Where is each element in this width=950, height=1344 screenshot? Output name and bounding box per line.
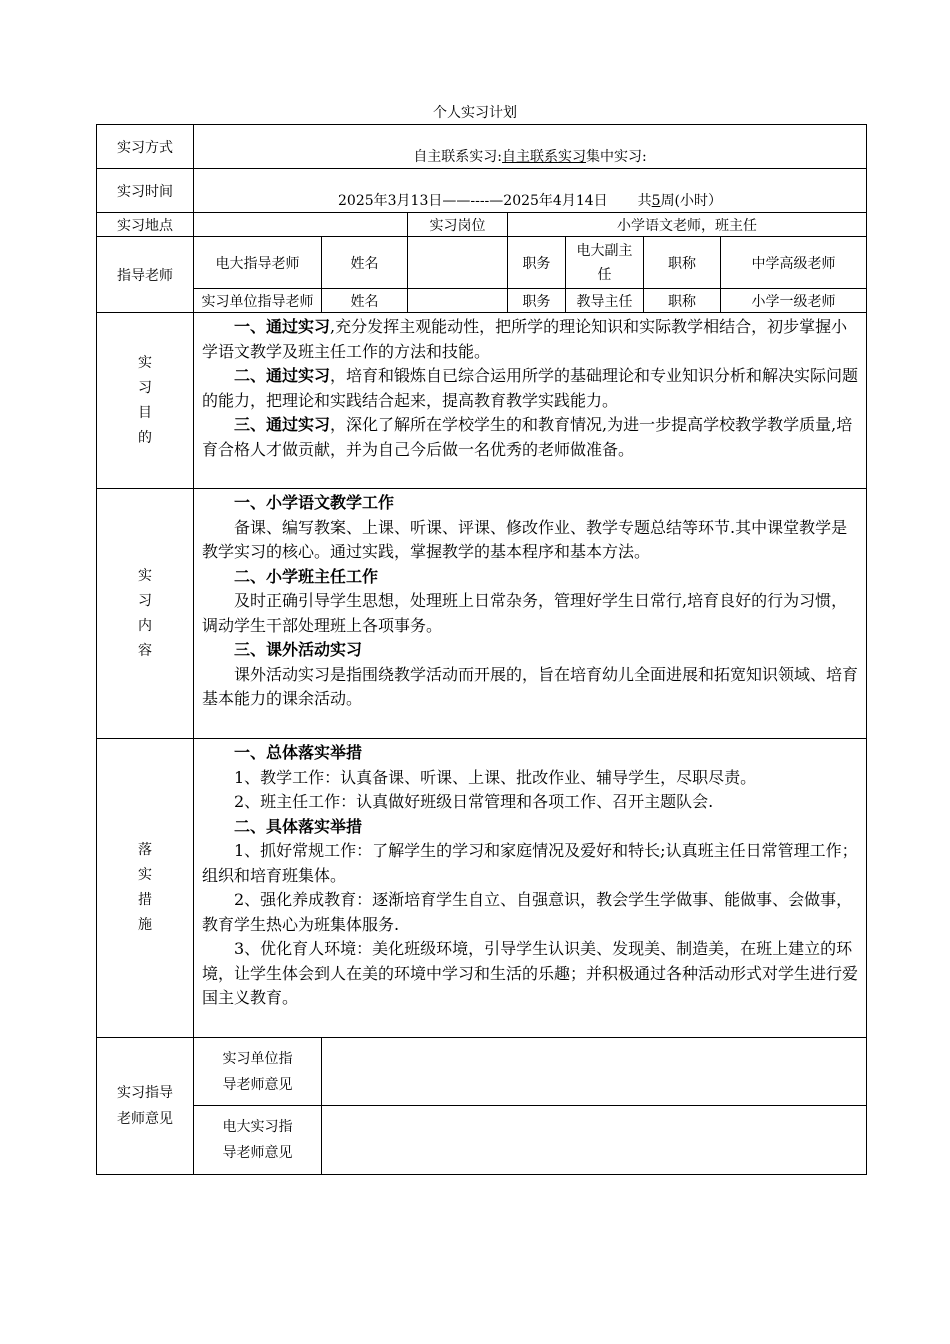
measures-label-char: 落 (138, 842, 152, 858)
purpose-paragraph (202, 364, 858, 413)
row-opinion-tvu (97, 1106, 867, 1175)
row-advisor-1 (97, 237, 867, 289)
row-content (97, 489, 867, 739)
measures-paragraph: 3、优化育人环境：美化班级环境，引导学生认识美、发现美、制造美，在班上建立的环境，让学生体会到人在美的环境中学习和生活的乐趣；并积极通过各种活动形式对学生进行爱国主义教育。 (202, 939, 859, 1007)
mode-self-label: 自主联系实习: (413, 149, 503, 165)
content-paragraph: 备课、编写教案、上课、听课、评课、修改作业、教学专题总结等环节.其中课堂教学是教学实习的核心。通过实践，掌握教学的基本程序和基本方法。 (202, 517, 848, 561)
row-advisor-2 (97, 289, 867, 313)
content-paragraph: 及时正确引导学生思想，处理班上日常杂务，管理好学生日常行,培育良好的行为习惯，调动学生干部处理班上各项事务。 (202, 591, 848, 635)
mode-value (194, 125, 867, 169)
advisor-name-value (408, 237, 508, 289)
time-label: 实习时间 (97, 169, 194, 213)
advisor-label: 指导老师 (97, 237, 194, 313)
advisor-type: 实习单位指导老师 (194, 289, 322, 313)
advisor-duty-value: 电大副主任 (566, 237, 644, 289)
purpose-text: ,充分发挥主观能动性，把所学的理论知识和实际教学相结合，初步掌握小学语文教学及班主任工作的方法和技能。 (202, 317, 848, 361)
time-total-prefix: 共 (637, 193, 652, 209)
row-place (97, 213, 867, 237)
tvu-opinion-value[interactable] (322, 1106, 867, 1175)
post-label: 实习岗位 (408, 213, 508, 237)
purpose-label-char: 的 (138, 429, 152, 446)
advisor-name-value (408, 289, 508, 313)
content-label (97, 489, 194, 739)
measures-label-char: 措 (138, 892, 152, 908)
advisor-duty-value: 教导主任 (566, 289, 644, 313)
measures-label-char: 实 (138, 867, 152, 883)
purpose-content (194, 313, 867, 489)
advisor-title-value: 小学一级老师 (721, 289, 867, 313)
purpose-heading: 一、通过实习 (234, 317, 331, 336)
content-paragraph: 课外活动实习是指围绕教学活动而开展的，旨在培育幼儿全面进展和拓宽知识领域、培育基本能力的课余活动。 (202, 664, 859, 708)
advisor-name-label: 姓名 (322, 237, 408, 289)
purpose-label (97, 313, 194, 489)
purpose-text: ，培育和锻炼自已综合运用所学的基础理论和专业知识分析和解决实际问题的能力，把理论和实践结合起来，提高教育教学实践能力。 (202, 366, 859, 410)
advisor-title-label: 职称 (644, 289, 721, 313)
advisor-title-label: 职称 (644, 237, 721, 289)
purpose-heading: 二、通过实习 (234, 366, 331, 385)
tvu-opinion-label-line: 导老师意见 (222, 1145, 293, 1161)
measures-paragraph: 2、班主任工作：认真做好班级日常管理和各项工作、召开主题队会. (234, 792, 714, 811)
mode-self-value: 自主联系实习 (502, 149, 587, 165)
advisor-type: 电大指导老师 (194, 237, 322, 289)
measures-heading: 一、总体落实举措 (234, 743, 363, 762)
unit-opinion-label (194, 1038, 322, 1106)
time-value (194, 169, 867, 213)
measures-paragraph: 1、教学工作：认真备课、听课、上课、批改作业、辅导学生，尽职尽责。 (234, 767, 757, 787)
plan-table-wrapper (96, 124, 866, 1175)
content-label-char: 实 (138, 567, 152, 584)
purpose-label-char: 目 (138, 404, 152, 421)
opinions-label-line: 老师意见 (117, 1111, 173, 1127)
place-label: 实习地点 (97, 213, 194, 237)
time-weeks: 5 (651, 193, 661, 209)
time-range: 2025年3月13日——----—2025年4月14日 (338, 193, 608, 209)
content-label-char: 内 (138, 617, 152, 634)
content-heading: 二、小学班主任工作 (234, 566, 379, 586)
page-title: 个人实习计划 (433, 105, 517, 121)
measures-paragraph: 1、抓好常规工作：了解学生的学习和家庭情况及爱好和特长;认真班主任日常管理工作；组织和培育班集体。 (202, 841, 858, 885)
purpose-paragraph (202, 413, 858, 462)
content-heading: 三、课外活动实习 (234, 640, 363, 659)
tvu-opinion-label (194, 1106, 322, 1175)
mode-label: 实习方式 (97, 125, 194, 169)
opinions-label (97, 1038, 194, 1175)
purpose-label-char: 习 (138, 379, 152, 396)
post-value: 小学语文老师，班主任 (508, 213, 867, 237)
unit-opinion-label-line: 导老师意见 (222, 1076, 293, 1093)
measures-heading: 二、具体落实举措 (234, 816, 363, 836)
mode-central-label: 集中实习: (586, 149, 647, 165)
measures-label-char: 施 (138, 917, 152, 933)
measures-label (97, 739, 194, 1038)
place-value (194, 213, 408, 237)
measures-paragraph: 2、强化养成教育：逐渐培育学生自立、自强意识，教会学生学做事、能做事、会做事，教育学生热心为班集体服务. (202, 890, 853, 934)
purpose-heading: 三、通过实习 (234, 415, 331, 434)
opinions-label-line: 实习指导 (117, 1085, 173, 1101)
content-heading: 一、小学语文教学工作 (234, 493, 395, 512)
tvu-opinion-label-line: 电大实习指 (222, 1119, 293, 1135)
row-time (97, 169, 867, 213)
purpose-text: ，深化了解所在学校学生的和教育情况,为进一步提高学校教学教学质量,培育合格人才做贡献，并为自己今后做一名优秀的老师做准备。 (202, 415, 853, 459)
advisor-duty-label: 职务 (508, 289, 566, 313)
row-opinion-unit (97, 1038, 867, 1106)
unit-opinion-label-line: 实习单位指 (222, 1050, 293, 1067)
plan-table (96, 124, 867, 1175)
row-mode (97, 125, 867, 169)
advisor-title-value: 中学高级老师 (721, 237, 867, 289)
content-body (194, 489, 867, 739)
advisor-duty-label: 职务 (508, 237, 566, 289)
purpose-label-char: 实 (138, 354, 152, 371)
content-label-char: 容 (138, 642, 152, 659)
time-total-suffix: 周(小时） (660, 193, 723, 209)
unit-opinion-value[interactable] (322, 1038, 867, 1106)
row-measures (97, 739, 867, 1038)
content-label-char: 习 (138, 592, 152, 609)
purpose-paragraph (202, 315, 858, 364)
measures-body (194, 739, 867, 1038)
row-purpose (97, 313, 867, 489)
advisor-name-label: 姓名 (322, 289, 408, 313)
